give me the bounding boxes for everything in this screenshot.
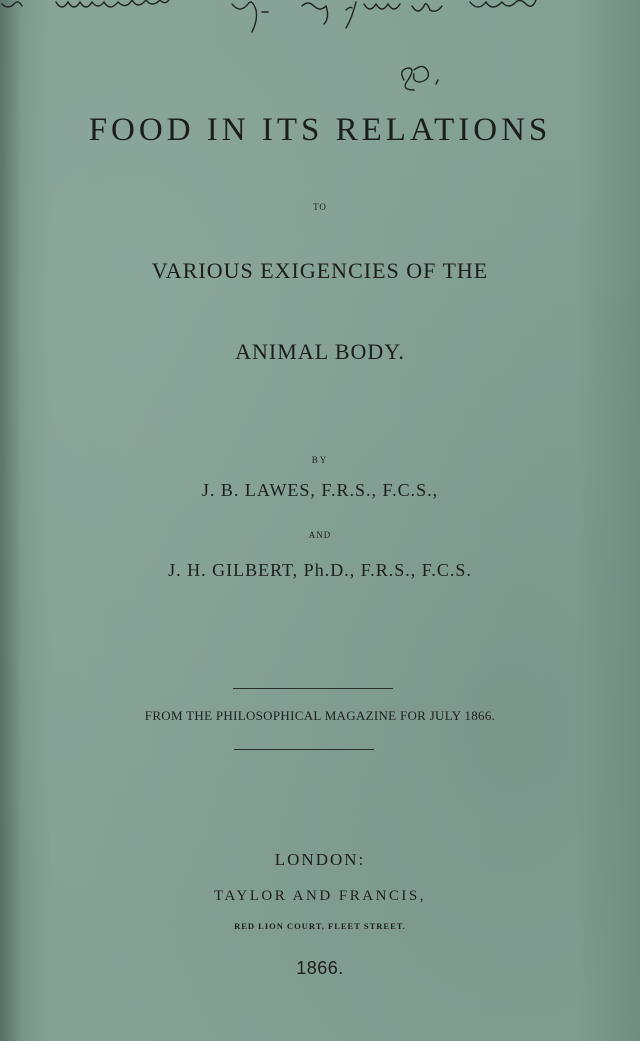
subtitle-line-2: ANIMAL BODY. bbox=[235, 339, 405, 364]
author-gilbert: J. H. GILBERT, Ph.D., F.R.S., F.C.S. bbox=[168, 560, 472, 580]
author-lawes: J. B. LAWES, F.R.S., F.C.S., bbox=[201, 480, 439, 500]
and-label: AND bbox=[308, 530, 332, 540]
source-line: FROM THE PHILOSOPHICAL MAGAZINE FOR JULY 1866. bbox=[144, 708, 496, 723]
divider-rule-bottom bbox=[234, 749, 374, 750]
imprint-publisher: TAYLOR AND FRANCIS, bbox=[213, 888, 427, 904]
imprint-year: 1866. bbox=[296, 958, 344, 978]
imprint-place: LONDON: bbox=[274, 850, 366, 869]
by-label: BY bbox=[311, 455, 329, 465]
handwritten-inscription bbox=[0, 0, 640, 110]
imprint-address: RED LION COURT, FLEET STREET. bbox=[234, 921, 406, 931]
page-shadow bbox=[0, 0, 22, 1041]
to-label: TO bbox=[313, 202, 327, 212]
divider-rule-top bbox=[233, 688, 393, 689]
main-title: FOOD IN ITS RELATIONS bbox=[88, 112, 552, 148]
subtitle-line-1: VARIOUS EXIGENCIES OF THE bbox=[151, 258, 489, 283]
